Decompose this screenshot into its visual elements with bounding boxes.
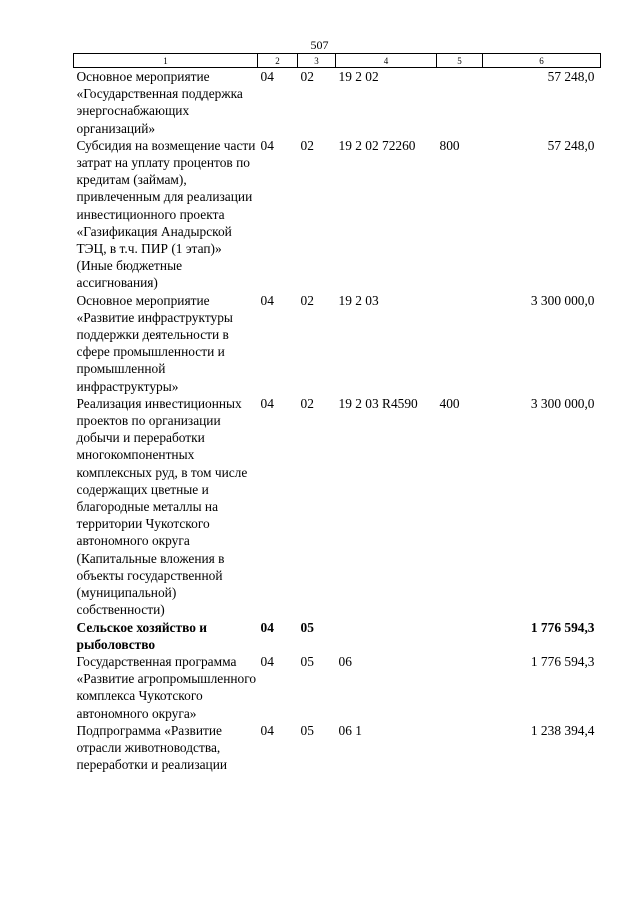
table-row <box>74 722 601 774</box>
header-col-2: 2 <box>258 54 298 68</box>
row-subsection: 05 <box>300 619 314 635</box>
row-section: 04 <box>260 653 274 669</box>
row-subsection: 02 <box>300 69 314 84</box>
row-target-article: 19 2 02 <box>338 69 379 84</box>
row-subsection: 02 <box>300 292 314 308</box>
header-col-6: 6 <box>483 54 601 68</box>
row-target-article: 06 <box>338 653 352 669</box>
row-expense-type <box>437 722 483 774</box>
row-amount: 1 776 594,3 <box>530 653 595 669</box>
header-col-5: 5 <box>437 54 483 68</box>
row-expense-type <box>437 653 483 722</box>
row-amount: 1 776 594,3 <box>530 619 595 635</box>
row-name: Реализация инвестиционных проектов по организации добычи и переработки многокомпонентных комплексных руд, в том числе содержащих цветные и благородные металлы на территории Чукотского автономного округа (Капитальные вложения в объекты государственной (муниципальной) собственности) <box>76 395 248 618</box>
row-subsection: 02 <box>300 395 314 411</box>
row-target-article: 19 2 03 <box>338 292 379 308</box>
row-target-article: 19 2 02 72260 <box>338 137 416 153</box>
row-subsection: 02 <box>300 137 314 153</box>
row-section: 04 <box>260 137 274 153</box>
row-name: Субсидия на возмещение части затрат на уплату процентов по кредитам (займам), привлеченным для реализации инвестиционного проекта «Газификация Анадырской ТЭЦ, в т.ч. ПИР (1 этап)» (Иные бюджетные ассигнования) <box>76 137 256 291</box>
row-section: 04 <box>260 619 274 635</box>
header-row <box>74 54 601 68</box>
row-name: Государственная программа «Развитие агропромышленного комплекса Чукотского автономного округа» <box>76 653 257 721</box>
row-name: Сельское хозяйство и рыболовство <box>76 619 207 652</box>
row-name: Подпрограмма «Развитие отрасли животноводства, переработки и реализации <box>76 722 228 773</box>
row-expense-type <box>437 292 483 395</box>
header-col-4: 4 <box>336 54 437 68</box>
row-section: 04 <box>260 395 274 411</box>
row-subsection: 05 <box>300 722 314 738</box>
row-expense-type <box>437 68 483 137</box>
row-expense-type <box>437 619 483 653</box>
row-section: 04 <box>260 722 274 738</box>
row-name: Основное мероприятие «Развитие инфраструктуры поддержки деятельности в сфере промышленности и промышленной инфраструктуры» <box>76 292 233 394</box>
row-expense-type: 800 <box>439 137 460 153</box>
row-amount: 3 300 000,0 <box>530 395 595 411</box>
row-name: Основное мероприятие «Государственная поддержка энергоснабжающих организаций» <box>76 69 243 136</box>
row-target-article: 06 1 <box>338 722 362 738</box>
row-amount: 1 238 394,4 <box>530 722 595 738</box>
header-col-1: 1 <box>74 54 258 68</box>
row-expense-type: 400 <box>439 395 460 411</box>
table-row <box>74 137 601 292</box>
row-section: 04 <box>260 292 274 308</box>
table-row <box>74 292 601 395</box>
row-amount: 57 248,0 <box>547 137 595 153</box>
header-col-3: 3 <box>298 54 336 68</box>
table-row <box>74 68 601 137</box>
page-number: 507 <box>310 38 329 52</box>
row-amount: 3 300 000,0 <box>530 292 595 308</box>
row-target-article: 19 2 03 R4590 <box>338 395 418 411</box>
table-row-section-heading <box>74 619 601 653</box>
row-target-article <box>336 619 437 653</box>
row-section: 04 <box>260 69 274 84</box>
row-subsection: 05 <box>300 653 314 669</box>
table-row <box>74 653 601 722</box>
row-amount: 57 248,0 <box>547 69 595 84</box>
table-row <box>74 395 601 619</box>
budget-table <box>73 53 601 773</box>
